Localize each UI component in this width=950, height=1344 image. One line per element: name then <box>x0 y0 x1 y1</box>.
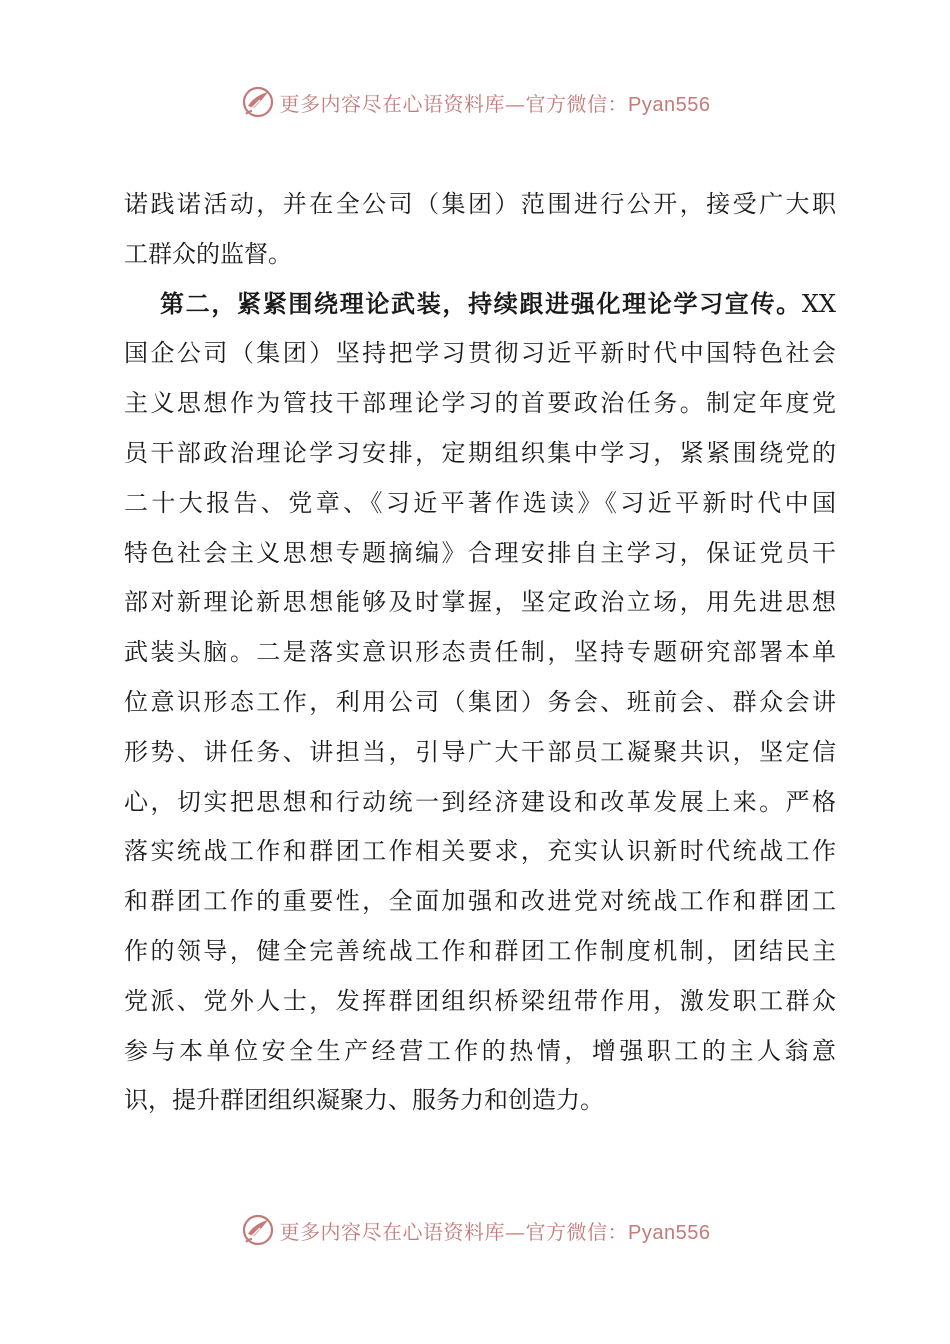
heading-tail: XX <box>801 289 836 318</box>
watermark-wechat-id: Pyan556 <box>628 1221 711 1244</box>
watermark-site-text: 更多内容尽在心语资料库 <box>279 91 506 116</box>
paragraph-line: 参与本单位安全生产经营工作的热情，增强职工的主人翁意 <box>124 1036 836 1065</box>
watermark-footer <box>0 1210 950 1250</box>
watermark-wechat-id: Pyan556 <box>628 93 711 116</box>
quill-logo-icon <box>240 84 276 120</box>
paragraph-line: 诺践诺活动，并在全公司（集团）范围进行公开，接受广大职 <box>124 190 836 218</box>
section-heading: 第二，紧紧围绕理论武装，持续跟进强化理论学习宣传。 <box>160 289 802 318</box>
paragraph-line: 二十大报告、党章、《习近平著作选读》《习近平新时代中国 <box>124 488 836 517</box>
paragraph-line: 国企公司（集团）坚持把学习贯彻习近平新时代中国特色社会 <box>124 339 836 368</box>
paragraph-line: 心，切实把思想和行动统一到经济建设和改革发展上来。严格 <box>124 787 836 816</box>
paragraph-line: 识，提升群团组织凝聚力、服务力和创造力。 <box>124 1086 604 1115</box>
watermark-wechat-label: —官方微信： <box>505 91 629 116</box>
paragraph-line: 工群众的监督。 <box>124 239 292 268</box>
paragraph-line: 作的领导，健全完善统战工作和群团工作制度机制，团结民主 <box>124 936 836 965</box>
watermark-header <box>0 82 950 122</box>
paragraph-line: 员干部政治理论学习安排，定期组织集中学习，紧紧围绕党的 <box>124 438 836 467</box>
paragraph-line: 党派、党外人士，发挥群团组织桥梁纽带作用，激发职工群众 <box>124 986 836 1015</box>
paragraph-line: 武装头脑。二是落实意识形态责任制，坚持专题研究部署本单 <box>124 638 836 667</box>
watermark-text <box>280 1216 711 1245</box>
paragraph-line: 特色社会主义思想专题摘编》合理安排自主学习，保证党员干 <box>124 538 836 567</box>
quill-logo-icon <box>240 1212 276 1248</box>
paragraph-line: 和群团工作的重要性，全面加强和改进党对统战工作和群团工 <box>124 887 836 916</box>
section-heading-line <box>124 280 836 330</box>
paragraph-line: 落实统战工作和群团工作相关要求，充实认识新时代统战工作 <box>124 837 836 866</box>
body-text <box>124 180 836 1126</box>
paragraph-line: 位意识形态工作，利用公司（集团）务会、班前会、群众会讲 <box>124 687 836 716</box>
watermark-wechat-label: —官方微信： <box>505 1219 629 1244</box>
paragraph-line: 形势、讲任务、讲担当，引导广大干部员工凝聚共识，坚定信 <box>124 737 836 766</box>
paragraph-line: 主义思想作为管技干部理论学习的首要政治任务。制定年度党 <box>124 389 836 418</box>
watermark-site-text: 更多内容尽在心语资料库 <box>279 1219 506 1244</box>
paragraph-line: 部对新理论新思想能够及时掌握，坚定政治立场，用先进思想 <box>124 588 836 617</box>
watermark-text <box>280 88 711 117</box>
